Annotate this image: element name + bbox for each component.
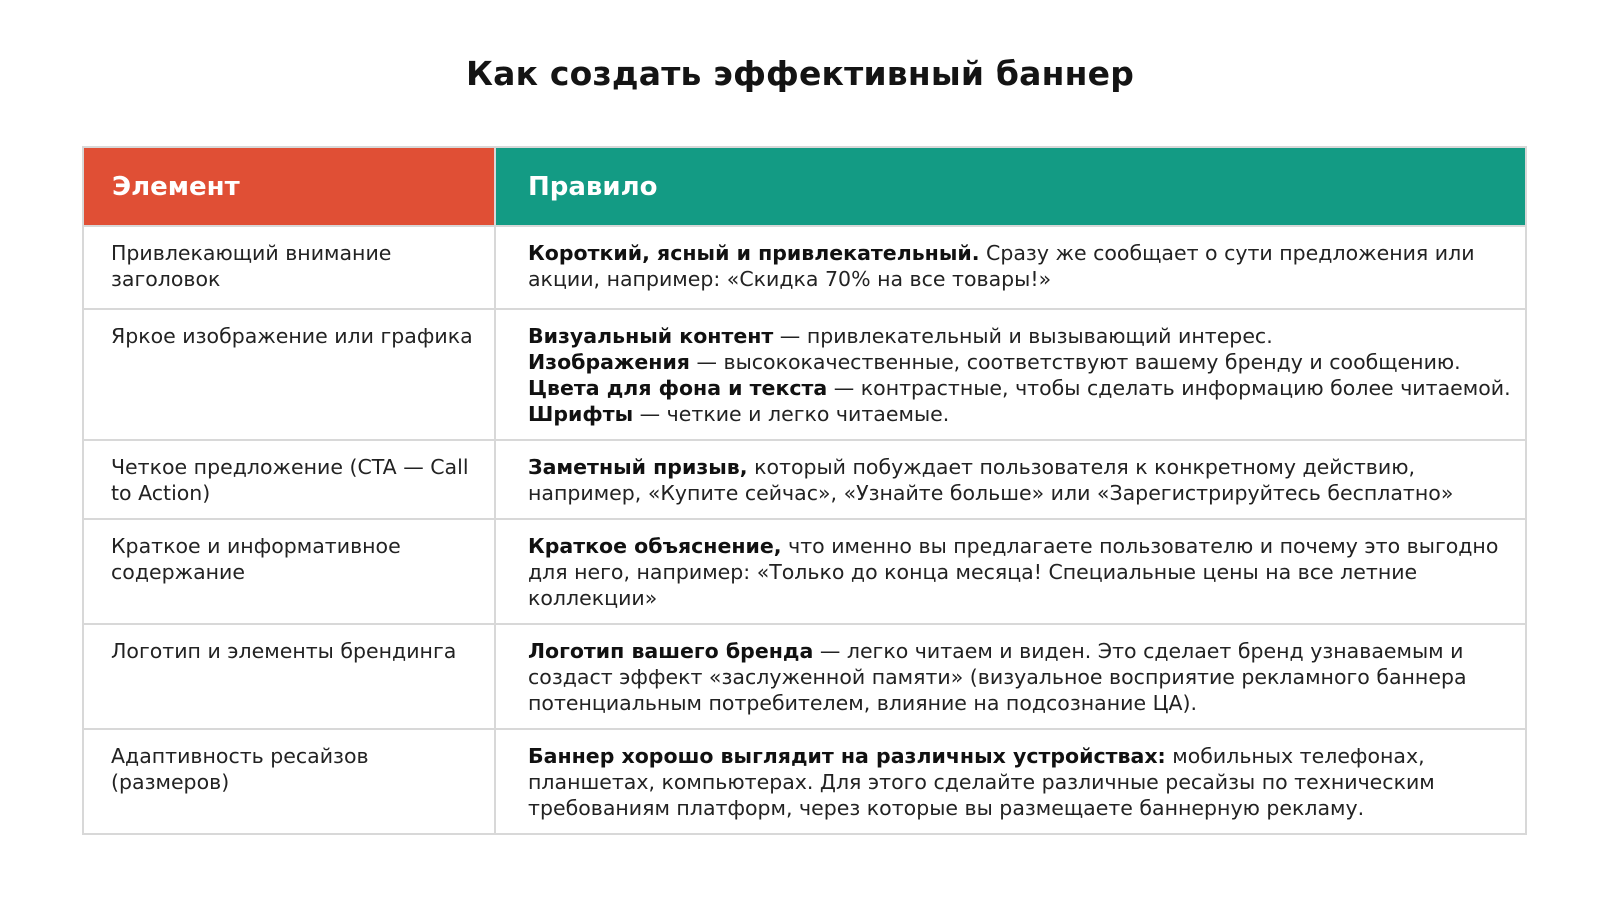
rule-text: — привлекательный и вызывающий интерес. bbox=[773, 324, 1273, 348]
element-cell: Адаптивность ресайзов (размеров) bbox=[83, 729, 495, 834]
rule-emphasis: Краткое объяснение, bbox=[528, 534, 782, 558]
rule-text: — высококачественные, соответствуют вашему бренду и сообщению. bbox=[689, 350, 1461, 374]
rule-emphasis: Изображения bbox=[528, 350, 690, 374]
rule-text: — легко читаем и виден. Это сделает бренд узнаваемым и создаст эффект «заслуженной памяти» (визуальное восприятие рекламного баннера потенциальным потребителем, влияние на подсознание ЦА). bbox=[528, 639, 1467, 715]
rule-text: — контрастные, чтобы сделать информацию более читаемой. bbox=[827, 376, 1511, 400]
rule-line bbox=[528, 743, 1511, 821]
rule-line bbox=[528, 533, 1511, 611]
rule-cell bbox=[495, 624, 1526, 729]
rule-text: — четкие и легко читаемые. bbox=[633, 402, 950, 426]
table-row bbox=[83, 226, 1526, 309]
rule-text: мобильных телефонах, планшетах, компьютерах. Для этого сделайте различные ресайзы по техническим требованиям платформ, через которые вы размещаете баннерную рекламу. bbox=[528, 744, 1435, 820]
element-cell: Привлекающий внимание заголовок bbox=[83, 226, 495, 309]
rule-emphasis: Цвета для фона и текста bbox=[528, 376, 828, 400]
element-cell: Логотип и элементы брендинга bbox=[83, 624, 495, 729]
element-cell: Четкое предложение (CTA — Call to Action) bbox=[83, 440, 495, 519]
rule-cell bbox=[495, 440, 1526, 519]
rule-line bbox=[528, 349, 1511, 375]
rule-emphasis: Баннер хорошо выглядит на различных устройствах: bbox=[528, 744, 1166, 768]
rule-cell bbox=[495, 309, 1526, 440]
rule-cell bbox=[495, 226, 1526, 309]
rule-line bbox=[528, 638, 1511, 716]
table-header-row bbox=[83, 147, 1526, 226]
table-row bbox=[83, 519, 1526, 624]
rule-line bbox=[528, 375, 1511, 401]
page-title: Как создать эффективный баннер bbox=[465, 54, 1135, 93]
rule-cell bbox=[495, 519, 1526, 624]
table-row bbox=[83, 440, 1526, 519]
rule-emphasis: Заметный призыв, bbox=[528, 455, 748, 479]
column-header-element: Элемент bbox=[83, 147, 495, 226]
rules-table bbox=[82, 146, 1527, 835]
rule-text: что именно вы предлагаете пользователю и почему это выгодно для него, например: «Только до конца месяца! Специальные цены на все летние коллекции» bbox=[528, 534, 1499, 610]
rule-emphasis: Логотип вашего бренда bbox=[528, 639, 814, 663]
column-header-rule: Правило bbox=[495, 147, 1526, 226]
rule-emphasis: Шрифты bbox=[528, 402, 634, 426]
rule-text: Сразу же сообщает о сути предложения или акции, например: «Скидка 70% на все товары!» bbox=[528, 241, 1475, 291]
rule-emphasis: Короткий, ясный и привлекательный. bbox=[528, 241, 980, 265]
element-cell: Краткое и информативное содержание bbox=[83, 519, 495, 624]
rule-line bbox=[528, 323, 1511, 349]
element-cell: Яркое изображение или графика bbox=[83, 309, 495, 440]
rule-line bbox=[528, 401, 1511, 427]
table-row bbox=[83, 729, 1526, 834]
table-row bbox=[83, 624, 1526, 729]
rule-cell bbox=[495, 729, 1526, 834]
rule-text: который побуждает пользователя к конкретному действию, например, «Купите сейчас», «Узнайте больше» или «Зарегистрируйтесь бесплатно» bbox=[528, 455, 1454, 505]
table-row bbox=[83, 309, 1526, 440]
rule-line bbox=[528, 454, 1511, 506]
rule-line bbox=[528, 240, 1511, 292]
rule-emphasis: Визуальный контент bbox=[528, 324, 774, 348]
